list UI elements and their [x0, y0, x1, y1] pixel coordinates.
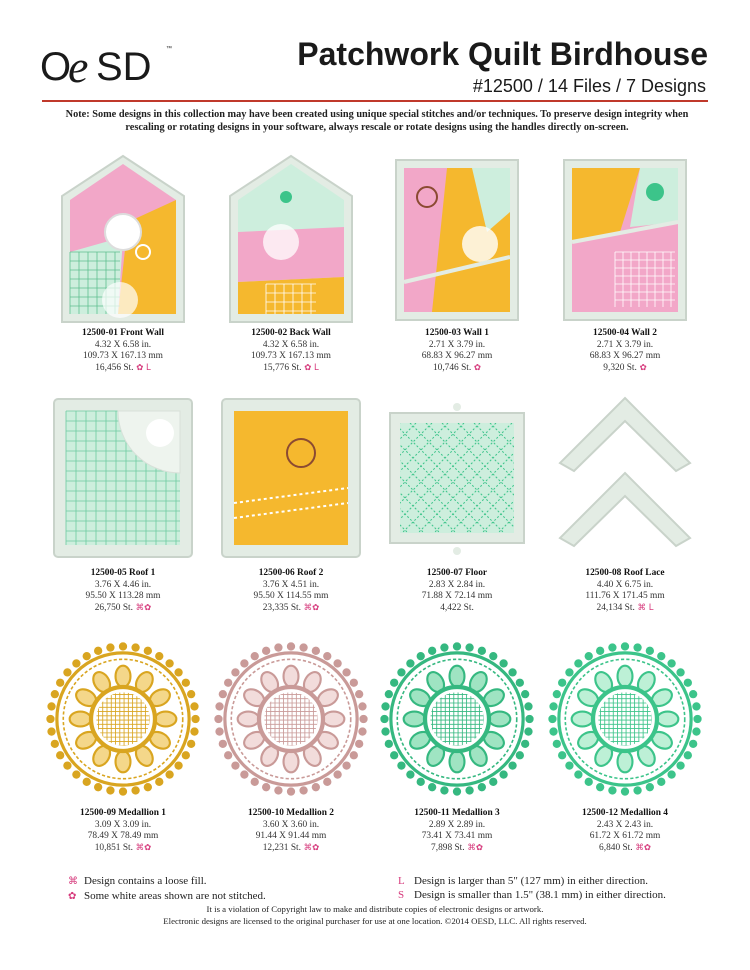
footer-license: Electronic designs are licensed to the original purchaser for use at one location. ©2014 OESD, LLC. All rights reserved.: [163, 916, 587, 926]
design-caption: [38, 328, 208, 374]
design-size-inches: 3.60 X 3.60 in.: [262, 819, 320, 830]
design-flags: ⌘✿: [132, 842, 152, 853]
design-size-inches: 3.76 X 4.51 in.: [262, 579, 320, 590]
design-size-mm: 109.73 X 167.13 mm: [83, 351, 163, 362]
header-divider: [42, 100, 708, 102]
stitch-count: 15,776 St.: [263, 362, 302, 373]
stitch-count: 10,851 St.: [94, 842, 133, 853]
legend-right: [398, 874, 666, 902]
design-size-inches: 4.32 X 6.58 in.: [262, 339, 320, 350]
medallion-2-artwork: [206, 630, 376, 808]
design-size-inches: 2.43 X 2.43 in.: [596, 819, 654, 830]
roof-2-artwork: [206, 388, 376, 568]
roof-1-artwork: [38, 388, 208, 568]
design-name: 12500-10 Medallion 2: [248, 808, 334, 818]
design-name: 12500-05 Roof 1: [90, 568, 156, 578]
design-flags: ⌘✿: [300, 842, 320, 853]
design-caption: [206, 328, 376, 374]
design-stitches: [206, 843, 376, 855]
design-card: [540, 630, 710, 854]
design-name: 12500-01 Front Wall: [82, 328, 164, 338]
legend-loose-fill: [68, 874, 266, 889]
page-subtitle: #12500 / 14 Files / 7 Designs: [472, 76, 706, 96]
legend-white: [68, 889, 266, 904]
design-name: 12500-02 Back Wall: [251, 328, 331, 338]
design-size-inches: 2.71 X 3.79 in.: [428, 339, 486, 350]
legend-large-text: Design is larger than 5" (127 mm) in either direction.: [414, 875, 649, 887]
design-stitches: [372, 603, 542, 615]
design-flags: ✿ L: [301, 362, 319, 373]
design-card: [206, 630, 376, 854]
design-size-inches: 4.32 X 6.58 in.: [94, 339, 152, 350]
design-caption: [540, 328, 710, 374]
design-caption: [540, 808, 710, 854]
design-size-inches: 3.76 X 4.46 in.: [94, 579, 152, 590]
medallion-1-artwork: [38, 630, 208, 808]
design-flags: ⌘✿: [300, 602, 320, 613]
page-title: Patchwork Quilt Birdhouse: [297, 36, 708, 72]
design-size-inches: 2.83 X 2.84 in.: [428, 579, 486, 590]
design-stitches: [540, 603, 710, 615]
design-size-mm: 68.83 X 96.27 mm: [589, 351, 661, 362]
design-flags: ✿ L: [133, 362, 151, 373]
design-name: 12500-09 Medallion 1: [80, 808, 166, 818]
design-card: [38, 388, 208, 614]
design-name: 12500-12 Medallion 4: [582, 808, 668, 818]
design-size-mm: 109.73 X 167.13 mm: [251, 351, 331, 362]
design-caption: [372, 568, 542, 614]
design-size-inches: 3.09 X 3.09 in.: [94, 819, 152, 830]
design-caption: [540, 568, 710, 614]
design-size-inches: 2.89 X 2.89 in.: [428, 819, 486, 830]
stitch-count: 4,422 St.: [440, 602, 474, 613]
legend-large: [398, 874, 666, 888]
oesd-logo: [38, 40, 178, 90]
roof-lace-artwork: [540, 388, 710, 568]
large-symbol: L: [398, 875, 405, 887]
stitch-count: 10,746 St.: [432, 362, 472, 373]
legend-small-text: Design is smaller than 1.5" (38.1 mm) in either direction.: [414, 889, 666, 901]
stitch-count: 9,320 St.: [603, 362, 637, 373]
small-symbol: S: [398, 889, 405, 901]
legend-small: [398, 888, 666, 902]
design-stitches: [372, 843, 542, 855]
design-stitches: [206, 603, 376, 615]
wall-2-artwork: [540, 150, 710, 328]
design-size-mm: 78.49 X 78.49 mm: [87, 831, 159, 842]
design-flags: ⌘✿: [464, 842, 483, 853]
design-size-mm: 73.41 X 73.41 mm: [421, 831, 493, 842]
design-card: [206, 150, 376, 374]
design-size-mm: 95.50 X 114.55 mm: [253, 591, 329, 602]
design-caption: [206, 808, 376, 854]
design-flags: ✿: [471, 362, 482, 373]
design-card: [372, 388, 542, 614]
design-stitches: [38, 363, 208, 375]
medallion-3-artwork: [372, 630, 542, 808]
stitch-count: 23,335 St.: [262, 602, 301, 613]
stitch-count: 26,750 St.: [94, 602, 133, 613]
design-size-mm: 68.83 X 96.27 mm: [421, 351, 493, 362]
design-name: 12500-11 Medallion 3: [414, 808, 500, 818]
design-card: [540, 388, 710, 614]
wall-1-artwork: [372, 150, 542, 328]
legend-loose-fill-text: Design contains a loose fill.: [84, 875, 207, 887]
design-caption: [38, 568, 208, 614]
design-flags: ✿: [636, 362, 647, 373]
front-wall-artwork: [38, 150, 208, 328]
svg-text:™: ™: [166, 46, 172, 52]
floor-artwork: [372, 388, 542, 568]
design-size-mm: 61.72 X 61.72 mm: [589, 831, 661, 842]
stitch-count: 16,456 St.: [95, 362, 134, 373]
stitch-count: 12,231 St.: [262, 842, 301, 853]
loose-fill-icon: ⌘: [68, 876, 78, 887]
design-caption: [38, 808, 208, 854]
design-size-inches: 2.71 X 3.79 in.: [596, 339, 654, 350]
design-card: [372, 150, 542, 374]
design-flags: ⌘✿: [132, 602, 152, 613]
svg-text:SD: SD: [96, 45, 152, 89]
design-stitches: [206, 363, 376, 375]
flower-icon: ✿: [68, 891, 77, 902]
design-size-inches: 4.40 X 6.75 in.: [596, 579, 654, 590]
stitch-count: 24,134 St.: [596, 602, 635, 613]
design-card: [38, 630, 208, 854]
note-text: Note: Some designs in this collection may have been created using unique special stitches and/or techniques. To preserve design integrity when rescaling or rotating designs in your software, always rescale or rotate designs using the handles directly on-screen.: [65, 109, 689, 133]
oesd-logo-mark: [38, 40, 178, 90]
design-size-mm: 95.50 X 113.28 mm: [85, 591, 161, 602]
svg-text:e: e: [68, 41, 89, 90]
design-caption: [372, 808, 542, 854]
design-size-mm: 111.76 X 171.45 mm: [585, 591, 665, 602]
design-name: 12500-08 Roof Lace: [585, 568, 665, 578]
design-name: 12500-03 Wall 1: [425, 328, 489, 338]
design-name: 12500-06 Roof 2: [258, 568, 324, 578]
design-card: [38, 150, 208, 374]
design-caption: [206, 568, 376, 614]
medallion-4-artwork: [540, 630, 710, 808]
design-name: 12500-07 Floor: [426, 568, 488, 578]
svg-text:O: O: [40, 45, 72, 89]
design-stitches: [540, 363, 710, 375]
stitch-count: 7,898 St.: [431, 842, 465, 853]
design-stitches: [38, 603, 208, 615]
design-size-mm: 71.88 X 72.14 mm: [421, 591, 493, 602]
design-name: 12500-04 Wall 2: [593, 328, 657, 338]
design-card: [206, 388, 376, 614]
stitch-count: 6,840 St.: [599, 842, 633, 853]
design-stitches: [38, 843, 208, 855]
back-wall-artwork: [206, 150, 376, 328]
design-card: [372, 630, 542, 854]
design-caption: [372, 328, 542, 374]
design-size-mm: 91.44 X 91.44 mm: [255, 831, 327, 842]
design-flags: ⌘ L: [634, 602, 654, 613]
legend-white-text: Some white areas shown are not stitched.: [84, 890, 266, 902]
design-flags: ⌘✿: [632, 842, 651, 853]
design-stitches: [372, 363, 542, 375]
design-stitches: [540, 843, 710, 855]
legend-left: [68, 874, 266, 904]
design-card: [540, 150, 710, 374]
footer-copyright: It is a violation of Copyright law to make and distribute copies of electronic designs or artwork.: [206, 904, 544, 914]
